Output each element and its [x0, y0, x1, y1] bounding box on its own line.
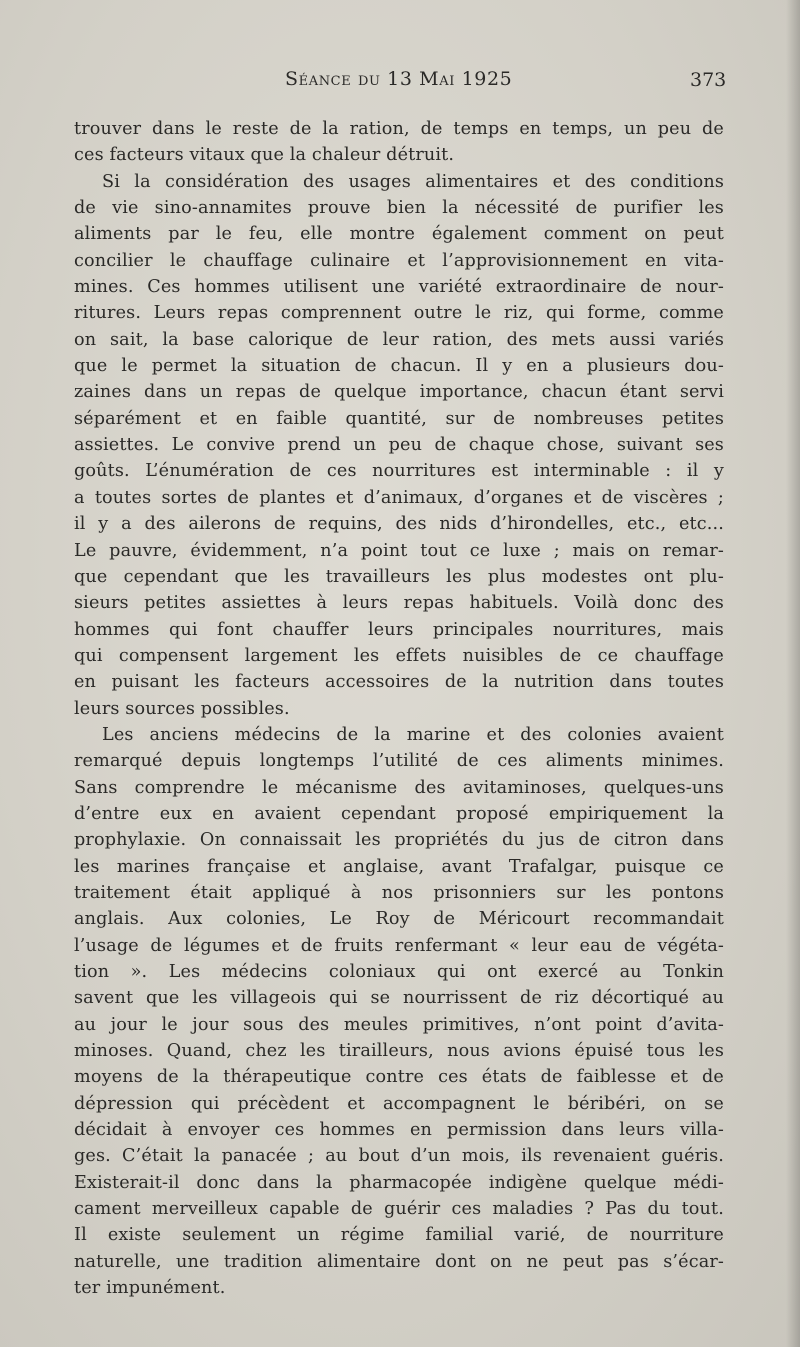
text-line: que cependant que les travailleurs les plus modestes ont plu- [74, 566, 724, 587]
text-line: anglais. Aux colonies, Le Roy de Méricourt recommandait [74, 909, 724, 930]
text-line: Le pauvre, évidemment, n’a point tout ce luxe ; mais on remar- [74, 540, 724, 561]
text-line: sieurs petites assiettes à leurs repas habituels. Voilà donc des [74, 593, 724, 614]
text-line: ges. C’était la panacée ; au bout d’un mois, ils revenaient guéris. [74, 1146, 724, 1167]
text-line: leurs sources possibles. [74, 698, 290, 719]
text-line: ritures. Leurs repas comprennent outre le riz, qui forme, comme [74, 303, 724, 324]
text-line: Sans comprendre le mécanisme des avitaminoses, quelques-uns [74, 777, 724, 798]
text-line: Si la considération des usages alimentaires et des conditions [102, 171, 724, 192]
text-line: assiettes. Le convive prend un peu de chaque chose, suivant ses [74, 435, 724, 456]
text-line: aliments par le feu, elle montre également comment on peut [74, 224, 724, 245]
text-line: séparément et en faible quantité, sur de nombreuses petites [74, 408, 724, 429]
text-line: hommes qui font chauffer leurs principales nourritures, mais [74, 619, 724, 640]
text-line: cament merveilleux capable de guérir ces maladies ? Pas du tout. [74, 1199, 724, 1220]
text-line: traitement était appliqué à nos prisonniers sur les pontons [74, 882, 724, 903]
text-line: mines. Ces hommes utilisent une variété extraordinaire de nour- [74, 277, 724, 298]
page-edge-shadow [786, 0, 800, 1347]
text-line: Les anciens médecins de la marine et des colonies avaient [102, 724, 724, 745]
text-line: qui compensent largement les effets nuisibles de ce chauffage [74, 645, 724, 666]
text-line: goûts. L’énumération de ces nourritures est interminable : il y [74, 461, 724, 482]
text-line: au jour le jour sous des meules primitives, n’ont point d’avita- [74, 1014, 724, 1035]
running-head [0, 68, 800, 98]
text-line: décidait à envoyer ces hommes en permission dans leurs villa- [74, 1120, 724, 1141]
text-line: minoses. Quand, chez les tirailleurs, nous avions épuisé tous les [74, 1041, 724, 1062]
page-number: 373 [690, 69, 727, 91]
text-line: trouver dans le reste de la ration, de temps en temps, un peu de [74, 119, 724, 139]
text-line: remarqué depuis longtemps l’utilité de ces aliments minimes. [74, 751, 724, 772]
text-line: l’usage de légumes et de fruits renfermant « leur eau de végéta- [74, 935, 724, 956]
text-line: d’entre eux en avaient cependant proposé empiriquement la [74, 803, 724, 824]
text-line: ces facteurs vitaux que la chaleur détruit. [74, 145, 455, 166]
text-line: Existerait-il donc dans la pharmacopée indigène quelque médi- [74, 1172, 724, 1193]
running-title: Séance du 13 Mai 1925 [285, 68, 513, 90]
text-line: Il existe seulement un régime familial varié, de nourriture [74, 1225, 724, 1246]
text-line: les marines française et anglaise, avant Trafalgar, puisque ce [74, 856, 724, 877]
text-line: dépression qui précèdent et accompagnent le béribéri, on se [74, 1093, 724, 1114]
text-line: a toutes sortes de plantes et d’animaux, d’organes et de viscères ; [74, 487, 724, 508]
text-line: naturelle, une tradition alimentaire dont on ne peut pas s’écar- [74, 1251, 724, 1272]
text-line: savent que les villageois qui se nourrissent de riz décortiqué au [74, 988, 724, 1009]
text-line: de vie sino-annamites prouve bien la nécessité de purifier les [74, 198, 724, 219]
text-line: ter impunément. [74, 1278, 226, 1299]
text-line: zaines dans un repas de quelque importance, chacun étant servi [74, 382, 724, 403]
text-line: moyens de la thérapeutique contre ces états de faiblesse et de [74, 1067, 724, 1088]
text-line: en puisant les facteurs accessoires de la nutrition dans toutes [74, 672, 724, 693]
body-text [74, 116, 724, 1301]
text-line: prophylaxie. On connaissait les propriétés du jus de citron dans [74, 830, 724, 851]
text-line: que le permet la situation de chacun. Il y en a plusieurs dou- [74, 356, 724, 377]
text-line: concilier le chauffage culinaire et l’approvisionnement en vita- [74, 250, 724, 271]
text-line: tion ». Les médecins coloniaux qui ont exercé au Tonkin [74, 962, 724, 982]
text-line: il y a des ailerons de requins, des nids d’hirondelles, etc., etc... [74, 514, 724, 535]
text-line: on sait, la base calorique de leur ration, des mets aussi variés [74, 329, 724, 350]
